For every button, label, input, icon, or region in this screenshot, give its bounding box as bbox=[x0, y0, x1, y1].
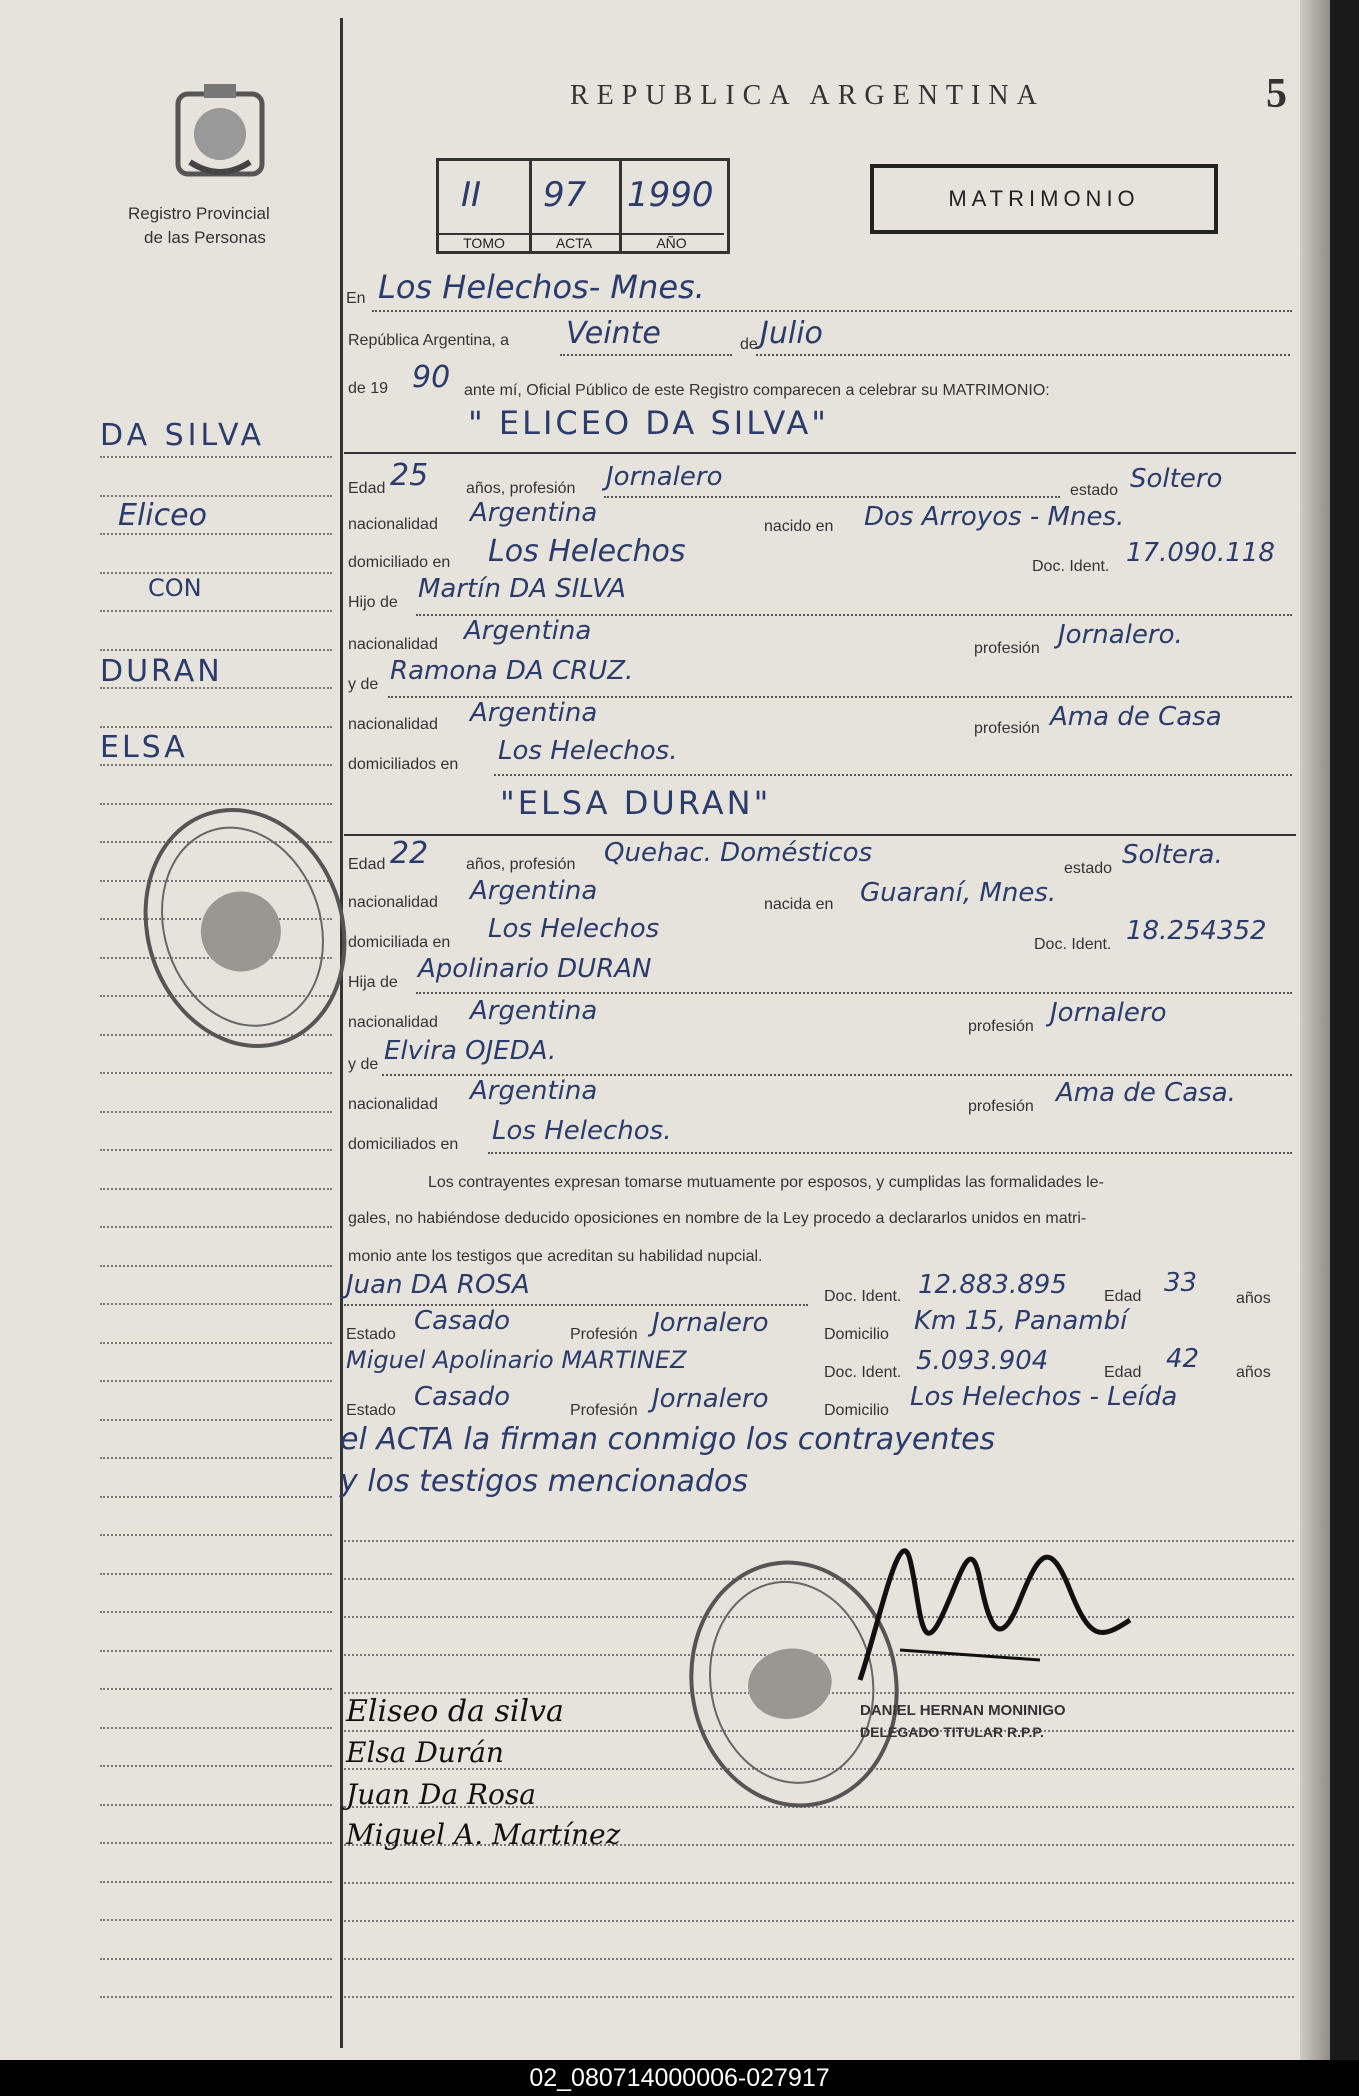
bride-mother-prof: Ama de Casa. bbox=[1056, 1078, 1236, 1108]
margin-ruled-line bbox=[100, 1958, 332, 1960]
record-box bbox=[436, 158, 730, 254]
registry-name: Registro Provincial bbox=[128, 204, 270, 223]
bride-age: 22 bbox=[390, 836, 429, 871]
profesion-label: Profesión bbox=[570, 1326, 638, 1343]
provincial-seal-icon bbox=[170, 82, 270, 186]
hija-label: Hija de bbox=[348, 974, 398, 991]
registry-subname: de las Personas bbox=[144, 228, 266, 247]
margin-ruled-line bbox=[100, 1688, 332, 1690]
margin-ruled-line bbox=[100, 1072, 332, 1074]
anos-label: años bbox=[1236, 1364, 1271, 1381]
witness2-profession: Jornalero bbox=[652, 1384, 769, 1414]
domiciliados-label: domiciliados en bbox=[348, 1136, 459, 1153]
signature-bride: Elsa Durán bbox=[346, 1736, 504, 1769]
document-type-box: MATRIMONIO bbox=[870, 164, 1218, 234]
nacionalidad-label: nacionalidad bbox=[348, 1014, 438, 1031]
official-signature bbox=[840, 1500, 1140, 1700]
margin-con: CON bbox=[148, 574, 202, 602]
nacionalidad-label: nacionalidad bbox=[348, 516, 438, 533]
nacionalidad-label: nacionalidad bbox=[348, 1096, 438, 1113]
doc-label: Doc. Ident. bbox=[824, 1288, 902, 1305]
margin-ruled-line bbox=[100, 533, 332, 535]
witness1-domicile: Km 15, Panambí bbox=[914, 1306, 1128, 1336]
groom-parents-dom: Los Helechos. bbox=[498, 736, 678, 766]
body-ruled-line bbox=[344, 1996, 1294, 1998]
profesion-label: profesión bbox=[968, 1098, 1034, 1115]
margin-ruled-line bbox=[100, 1265, 332, 1267]
edad-label: Edad bbox=[348, 856, 386, 873]
bride-status: Soltera. bbox=[1122, 840, 1223, 870]
signature-witness2: Miguel A. Martínez bbox=[346, 1818, 621, 1851]
edad-label: Edad bbox=[348, 480, 386, 497]
witness1-doc: 12.883.895 bbox=[918, 1270, 1067, 1300]
margin-ruled-line bbox=[100, 1380, 332, 1382]
margin-ruled-line bbox=[100, 1496, 332, 1498]
groom-doc: 17.090.118 bbox=[1126, 538, 1275, 568]
footer-id: 02_080714000006-027917 bbox=[0, 2060, 1359, 2096]
nacionalidad-label: nacionalidad bbox=[348, 716, 438, 733]
nacida-label: nacida en bbox=[764, 896, 834, 913]
day: Veinte bbox=[566, 316, 661, 351]
doc-label: Doc. Ident. bbox=[824, 1364, 902, 1381]
doc-label: Doc. Ident. bbox=[1032, 558, 1110, 575]
anos-profesion-label: años, profesión bbox=[466, 480, 576, 497]
estado-label: Estado bbox=[346, 1402, 396, 1419]
margin-ruled-line bbox=[100, 1573, 332, 1575]
republica-label: República Argentina, a bbox=[348, 332, 509, 349]
margin-ruled-line bbox=[100, 1303, 332, 1305]
margin-ruled-line bbox=[100, 1727, 332, 1729]
anio-value: 1990 bbox=[627, 175, 714, 215]
profesion-label: profesión bbox=[974, 640, 1040, 657]
bride-profession: Quehac. Domésticos bbox=[604, 838, 873, 868]
yde-label: y de bbox=[348, 1056, 379, 1073]
place: Los Helechos- Mnes. bbox=[378, 268, 705, 306]
domiciliados-label: domiciliados en bbox=[348, 756, 459, 773]
domiciliada-label: domiciliada en bbox=[348, 934, 451, 951]
margin-ruled-line bbox=[100, 649, 332, 651]
profesion-label: profesión bbox=[974, 720, 1040, 737]
witness1-profession: Jornalero bbox=[652, 1308, 769, 1338]
bride-domicile: Los Helechos bbox=[488, 914, 660, 944]
margin-ruled-line bbox=[100, 1149, 332, 1151]
groom-profession: Jornalero bbox=[606, 462, 723, 492]
estado-label: estado bbox=[1070, 482, 1119, 499]
nacionalidad-label: nacionalidad bbox=[348, 636, 438, 653]
witness2-doc: 5.093.904 bbox=[916, 1346, 1049, 1376]
tomo-value: II bbox=[461, 175, 482, 215]
declaration-line1: Los contrayentes expresan tomarse mutuamente por esposos, y cumplidas las formalidades le- bbox=[428, 1174, 1104, 1191]
margin-ruled-line bbox=[100, 1419, 332, 1421]
margin-ruled-line bbox=[100, 803, 332, 805]
margin-ruled-line bbox=[100, 1188, 332, 1190]
groom-status: Soltero bbox=[1130, 464, 1223, 494]
groom-name: " ELICEO DA SILVA" bbox=[468, 404, 829, 442]
witness1-age: 33 bbox=[1164, 1268, 1198, 1298]
bride-father-nat: Argentina bbox=[470, 996, 598, 1026]
margin-ruled-line bbox=[100, 456, 332, 458]
de-label: de bbox=[740, 336, 758, 353]
nacionalidad-label: nacionalidad bbox=[348, 894, 438, 911]
groom-mother: Ramona DA CRUZ. bbox=[390, 656, 634, 686]
margin-divider bbox=[340, 18, 343, 2048]
bride-mother-nat: Argentina bbox=[470, 1076, 598, 1106]
year-suffix: 90 bbox=[412, 360, 451, 395]
tomo-label: TOMO bbox=[439, 233, 529, 251]
hijo-label: Hijo de bbox=[348, 594, 398, 611]
margin-name-groom: Eliceo bbox=[118, 498, 207, 533]
groom-nationality: Argentina bbox=[470, 498, 598, 528]
margin-ruled-line bbox=[100, 1457, 332, 1459]
nacido-label: nacido en bbox=[764, 518, 834, 535]
profesion-label: Profesión bbox=[570, 1402, 638, 1419]
edad-label: Edad bbox=[1104, 1364, 1142, 1381]
margin-ruled-line bbox=[100, 1765, 332, 1767]
official-name: DANIEL HERNAN MONINIGO bbox=[860, 1702, 1066, 1719]
month: Julio bbox=[760, 316, 823, 351]
margin-ruled-line bbox=[100, 1996, 332, 1998]
closing-line1: el ACTA la firman conmigo los contrayentes bbox=[340, 1422, 996, 1457]
estado-label: estado bbox=[1064, 860, 1113, 877]
edad-label: Edad bbox=[1104, 1288, 1142, 1305]
domicilio-label: Domicilio bbox=[824, 1326, 889, 1343]
witness1-name: Juan DA ROSA bbox=[346, 1270, 530, 1300]
margin-surname-groom: DA SILVA bbox=[100, 418, 266, 453]
body-ruled-line bbox=[344, 1882, 1294, 1884]
bride-parents-dom: Los Helechos. bbox=[492, 1116, 672, 1146]
margin-stamp bbox=[113, 781, 377, 1074]
bride-birthplace: Guaraní, Mnes. bbox=[860, 878, 1057, 908]
bride-mother: Elvira OJEDA. bbox=[384, 1036, 557, 1066]
closing-line2: y los testigos mencionados bbox=[340, 1464, 748, 1499]
margin-surname-bride: DURAN bbox=[100, 654, 223, 689]
doc-label: Doc. Ident. bbox=[1034, 936, 1112, 953]
bride-nationality: Argentina bbox=[470, 876, 598, 906]
groom-domicile: Los Helechos bbox=[488, 534, 686, 569]
margin-ruled-line bbox=[100, 1226, 332, 1228]
witness2-age: 42 bbox=[1166, 1344, 1200, 1374]
groom-father-prof: Jornalero. bbox=[1058, 620, 1183, 650]
margin-ruled-line bbox=[100, 495, 332, 497]
year-prefix: de 19 bbox=[348, 380, 389, 397]
domiciliado-label: domiciliado en bbox=[348, 554, 451, 571]
margin-ruled-line bbox=[100, 1534, 332, 1536]
domicilio-label: Domicilio bbox=[824, 1402, 889, 1419]
anos-profesion-label: años, profesión bbox=[466, 856, 576, 873]
groom-mother-prof: Ama de Casa bbox=[1050, 702, 1222, 732]
bride-name: "ELSA DURAN" bbox=[500, 784, 772, 822]
anio-label: AÑO bbox=[619, 233, 724, 251]
yde-label: y de bbox=[348, 676, 379, 693]
margin-ruled-line bbox=[100, 726, 332, 728]
book-binding bbox=[1300, 0, 1330, 2060]
margin-ruled-line bbox=[100, 1804, 332, 1806]
margin-ruled-line bbox=[100, 1611, 332, 1613]
en-label: En bbox=[346, 290, 366, 307]
bride-doc: 18.254352 bbox=[1126, 916, 1267, 946]
body-ruled-line bbox=[344, 1920, 1294, 1922]
body-ruled-line bbox=[344, 1958, 1294, 1960]
margin-ruled-line bbox=[100, 1342, 332, 1344]
signature-witness1: Juan Da Rosa bbox=[346, 1778, 536, 1811]
groom-age: 25 bbox=[390, 458, 429, 493]
declaration-line2: gales, no habiéndose deducido oposiciones en nombre de la Ley procedo a declararlos unidos en matri- bbox=[348, 1210, 1087, 1227]
witness2-domicile: Los Helechos - Leída bbox=[910, 1382, 1178, 1412]
official-title: DELEGADO TITULAR R.P.P. bbox=[860, 1724, 1044, 1740]
profesion-label: profesión bbox=[968, 1018, 1034, 1035]
bride-father: Apolinario DURAN bbox=[418, 954, 652, 984]
margin-ruled-line bbox=[100, 610, 332, 612]
margin-ruled-line bbox=[100, 1650, 332, 1652]
groom-mother-nat: Argentina bbox=[470, 698, 598, 728]
anos-label: años bbox=[1236, 1290, 1271, 1307]
witness2-name: Miguel Apolinario MARTINEZ bbox=[346, 1346, 687, 1374]
page-number: 5 bbox=[1266, 71, 1287, 117]
country-title: REPUBLICA ARGENTINA bbox=[570, 80, 1045, 111]
margin-ruled-line bbox=[100, 1842, 332, 1844]
declaration-line3: monio ante los testigos que acreditan su habilidad nupcial. bbox=[348, 1248, 763, 1265]
margin-ruled-line bbox=[100, 1111, 332, 1113]
groom-father-nat: Argentina bbox=[464, 616, 592, 646]
estado-label: Estado bbox=[346, 1326, 396, 1343]
margin-ruled-line bbox=[100, 1881, 332, 1883]
bride-father-prof: Jornalero bbox=[1050, 998, 1167, 1028]
signature-groom: Eliseo da silva bbox=[346, 1694, 564, 1729]
acta-value: 97 bbox=[543, 175, 587, 215]
statement: ante mí, Oficial Público de este Registro comparecen a celebrar su MATRIMONIO: bbox=[464, 382, 1050, 399]
margin-ruled-line bbox=[100, 1919, 332, 1921]
witness1-status: Casado bbox=[414, 1306, 510, 1336]
body-ruled-line bbox=[344, 1540, 1294, 1542]
acta-label: ACTA bbox=[529, 233, 619, 251]
witness2-status: Casado bbox=[414, 1382, 510, 1412]
margin-ruled-line bbox=[100, 572, 332, 574]
margin-name-bride: ELSA bbox=[100, 730, 188, 765]
groom-birthplace: Dos Arroyos - Mnes. bbox=[864, 502, 1125, 532]
groom-father: Martín DA SILVA bbox=[418, 574, 626, 604]
